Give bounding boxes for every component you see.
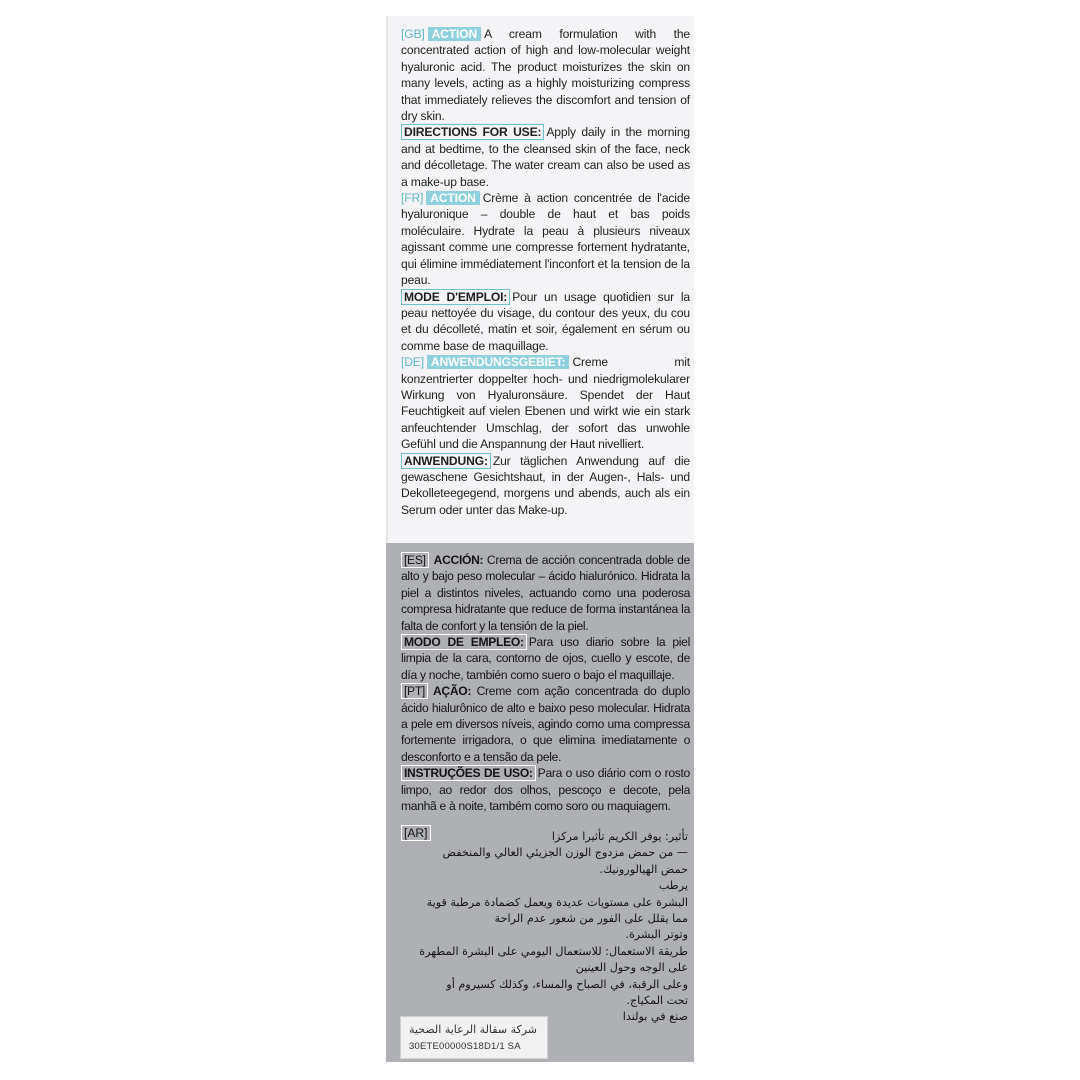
fr-directions-paragraph <box>401 289 690 355</box>
pt-action-paragraph <box>401 683 690 765</box>
multilingual-text-bottom <box>401 552 690 815</box>
lang-tag-gb: [GB] <box>401 27 425 41</box>
ar-line: وتوتر البشرة. <box>625 928 688 942</box>
pt-directions-paragraph <box>401 765 690 814</box>
gb-directions-text: Apply daily in the morning and at bedtime, to the cleansed skin of the face, neck and décolletage. The water cream can also be used as a make-up base. <box>401 125 690 189</box>
fr-action-paragraph <box>401 190 690 288</box>
distributor-sticker <box>400 1016 548 1059</box>
lang-tag-de: [DE] <box>401 355 424 370</box>
sticker-code: 30ETE00000S18D1/1 SA <box>409 1041 521 1052</box>
ar-line: طريقة الاستعمال: للاستعمال اليومي على البشرة المطهرة <box>419 944 688 958</box>
es-directions-text: Para uso diario sobre la piel limpia de la cara, contorno de ojos, cuello y escote, de día y noche, también como suero o bajo el maquillaje. <box>401 635 690 682</box>
lang-tag-fr: [FR] <box>401 191 424 206</box>
fr-directions-text: Pour un usage quotidien sur la peau nettoyée du visage, du contour des yeux, du cou et du décolleté, matin et soir, également en sérum ou comme base de maquillage. <box>401 289 690 353</box>
es-directions-paragraph <box>401 634 690 683</box>
de-directions-label: ANWENDUNG: <box>401 453 491 469</box>
ar-line: — من حمض مزدوج الوزن الجزيئي العالي والمنخفض <box>442 846 688 860</box>
gb-action-paragraph <box>401 26 690 124</box>
ar-line: تأثير: يوفر الكريم تأثيرا مركزا <box>551 830 688 843</box>
lang-tag-pt: [PT] <box>401 683 428 699</box>
de-directions-text: Zur täglichen Anwendung auf die gewaschene Gesichtshaut, in der Augen-, Hals- und Dekolleteegegend, morgens und abends, auch als ein Serum oder unter das Make-up. <box>401 453 690 517</box>
gb-action-label: ACTION <box>428 27 481 41</box>
pt-directions-text: Para o uso diário com o rosto limpo, ao redor dos olhos, pescoço e decote, pela manhã e à noite, também como soro ou maquiagem. <box>401 766 690 814</box>
fr-action-text: Crème à action concentrée de l'acide hyaluronique – double de haut et bas poids moléculaire. Hydrate la peau à plusieurs niveaux agissant comme une compresse fortement hydratante, qui élimine immédiatement l'inconfort et la tension de la peau. <box>401 191 690 288</box>
sticker-arabic-text: شركة سقالة الرعاية الصحية <box>409 1023 537 1036</box>
lang-tag-es: [ES] <box>401 552 429 568</box>
de-action-label: ANWENDUNGSGEBIET: <box>427 355 570 369</box>
ar-line: يرطب <box>658 879 688 893</box>
gb-directions-label: DIRECTIONS FOR USE: <box>401 124 544 140</box>
ar-line: وعلى الرقبة، في الصباح والمساء، وكذلك كسيروم أو <box>446 977 688 991</box>
pt-action-text: Creme com ação concentrada do duplo ácido hialurônico de alto e baixo peso molecular. Hidrata a pele em diversos níveis, agindo como uma compressa fortemente irrigadora, o que elimina imediatamente o desconforto e a tensão da pele. <box>401 684 691 764</box>
multilingual-text-top <box>401 26 690 518</box>
es-action-text: Crema de acción concentrada doble de alto y bajo peso molecular – ácido hialurónico. Hidrata la piel a distintos niveles, actuando como una poderosa compresa hidratante que reduce de forma instantánea la falta de confort y la tensión de la piel. <box>401 553 690 633</box>
arabic-text-block <box>416 829 688 1026</box>
gb-directions-paragraph <box>401 124 690 190</box>
ar-line: تحت المكياج. <box>626 994 688 1008</box>
fr-directions-label: MODE D'EMPLOI: <box>401 289 510 305</box>
ar-line: على الوجه وحول العينين <box>575 961 688 975</box>
fr-action-label: ACTION <box>426 191 479 205</box>
pt-action-label: AÇÃO: <box>432 684 472 699</box>
lang-tag-ar-text: [AR] <box>401 825 431 841</box>
label-panel-grey <box>386 543 694 1062</box>
ar-line: صنع في بولندا <box>622 1010 688 1024</box>
de-action-paragraph <box>401 354 690 452</box>
de-action-text: Creme mit konzentrierter doppelter hoch- und niedrigmolekularer Wirkung von Hyaluronsäure. Spendet der Haut Feuchtigkeit auf vielen Ebenen und wirkt wie ein stark anfeuchtender Umschlag, der sofort das unwohle Gefühl und die Anspannung der Haut nivelliert. <box>401 355 690 452</box>
pt-directions-label: INSTRUÇÕES DE USO: <box>401 765 536 781</box>
ar-line: حمض الهيالورونيك. <box>599 862 688 876</box>
gb-action-text: A cream formulation with the concentrated action of high and low-molecular weight hyaluronic acid. The product moisturizes the skin on many levels, acting as a highly moisturizing compress that immediately relieves the discomfort and tension of dry skin. <box>401 27 690 124</box>
panel-edge <box>386 16 388 543</box>
es-action-label: ACCIÓN: <box>433 553 484 567</box>
de-directions-paragraph <box>401 453 690 519</box>
es-directions-label: MODO DE EMPLEO: <box>401 634 527 650</box>
label-panel-light <box>386 16 694 543</box>
ar-line: مما يقلل على الفور من شعور عدم الراحة <box>494 912 688 926</box>
es-action-paragraph <box>401 552 690 634</box>
ar-line: البشرة على مستويات عديدة ويعمل كضمادة مرطبة قوية <box>426 895 688 909</box>
